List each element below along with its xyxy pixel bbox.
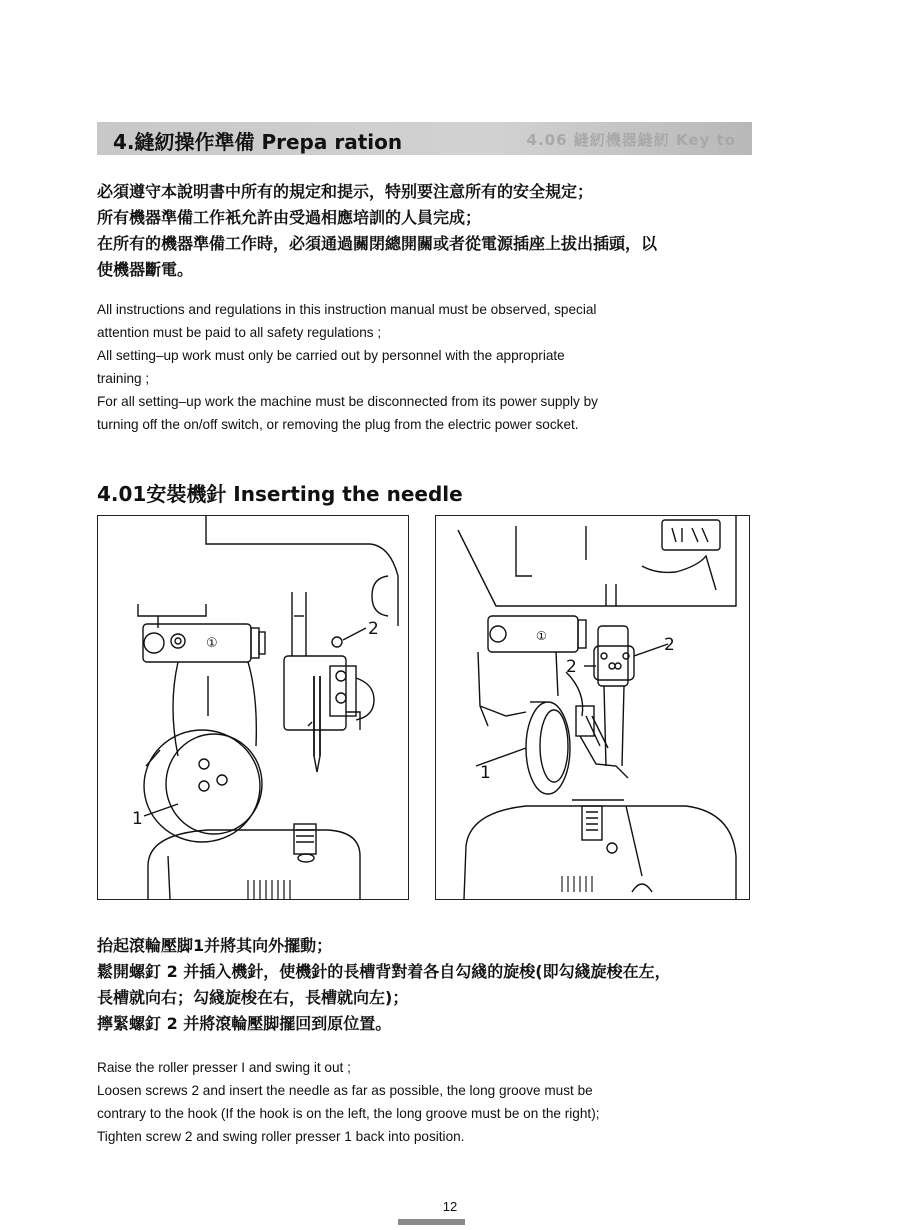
steps-cn-line: 擰緊螺釘 2 并將滾輪壓脚擺回到原位置。 [97,1014,392,1033]
steps-cn-line: 長槽就向右；勾綫旋梭在右，長槽就向左)； [97,988,409,1007]
right-circled-label: ① [536,629,547,643]
figure-right-needle-diagram [435,515,750,900]
right-callout-2b: 2 [566,657,577,677]
page-number: 12 [442,1199,458,1214]
intro-en-line: All instructions and regulations in this instruction manual must be observed, special [97,302,597,317]
intro-en-line: training ; [97,371,150,386]
figure-left-needle-diagram [97,515,409,900]
intro-en-line: For all setting–up work the machine must be disconnected from its power supply by [97,394,598,409]
intro-en-line: attention must be paid to all safety regulations ; [97,325,382,340]
intro-english [97,298,757,436]
intro-chinese [97,179,762,283]
section-title: 4.縫紉操作準備 Prepa ration [113,130,403,154]
steps-en-line: Loosen screws 2 and insert the needle as far as possible, the long groove must be [97,1083,593,1098]
right-callout-1: 1 [480,763,491,783]
intro-en-line: turning off the on/off switch, or removing the plug from the electric power socket. [97,417,579,432]
left-circled-label: ① [206,636,218,651]
steps-cn-line: 鬆開螺釘 2 并插入機針，使機針的長槽背對着各自勾綫的旋梭(即勾綫旋梭在左， [97,962,671,981]
left-callout-2: 2 [368,619,379,639]
needle-diagram-right-drawing [436,516,749,899]
right-callout-2a: 2 [664,635,675,655]
subsection-title: 4.01安裝機針 Inserting the needle [97,482,463,506]
intro-cn-line: 在所有的機器準備工作時，必須通過關閉總開關或者從電源插座上拔出插頭，以 [97,234,658,253]
intro-cn-line: 使機器斷電。 [97,260,194,279]
page-number-bar [398,1219,465,1225]
intro-en-line: All setting–up work must only be carried out by personnel with the appropriate [97,348,565,363]
intro-cn-line: 必須遵守本說明書中所有的規定和提示，特别要注意所有的安全規定； [97,182,594,201]
steps-en-line: Tighten screw 2 and swing roller presser 1 back into position. [97,1129,465,1144]
steps-chinese [97,933,762,1037]
bleed-through-text: 4.06 縫紉機器縫紉 Key to [526,131,736,149]
steps-en-line: Raise the roller presser I and swing it out ; [97,1060,351,1075]
steps-cn-line: 抬起滾輪壓脚1并將其向外擺動； [97,936,333,955]
steps-english [97,1056,757,1148]
steps-en-line: contrary to the hook (If the hook is on the left, the long groove must be on the right); [97,1106,600,1121]
needle-diagram-left-drawing [98,516,408,899]
left-callout-1: 1 [132,809,143,829]
intro-cn-line: 所有機器準備工作衹允許由受過相應培訓的人員完成； [97,208,482,227]
